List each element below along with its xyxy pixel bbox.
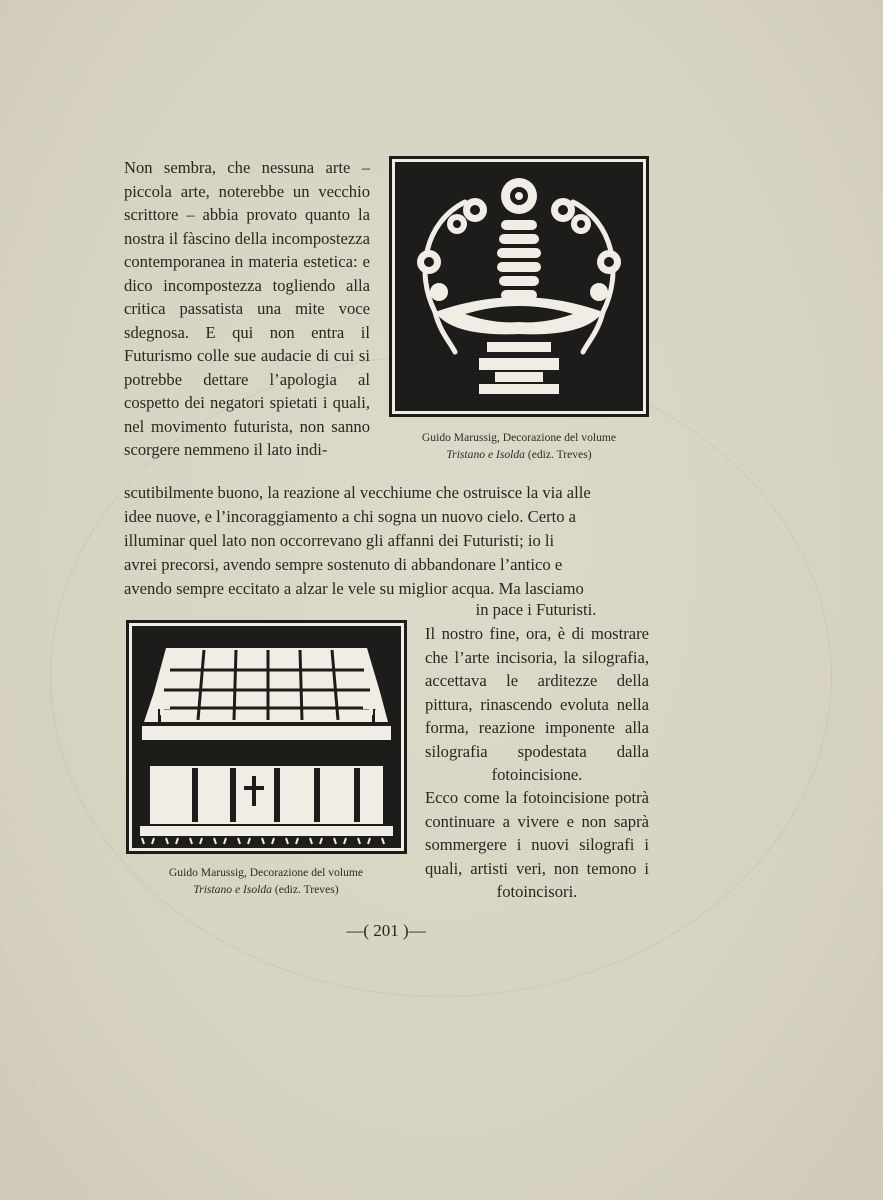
woodcut-casket xyxy=(126,620,407,854)
casket-illustration xyxy=(132,626,401,848)
caption-1-edition: (ediz. Treves) xyxy=(524,448,592,461)
woodcut-wreath xyxy=(389,156,649,417)
caption-1-line-2 xyxy=(389,446,649,463)
figure-caption-1 xyxy=(389,429,649,463)
caption-2-line-1: Guido Marussig, Decorazione del volume xyxy=(168,866,364,879)
paragraph-1-end: in pace i Futuristi. xyxy=(475,600,597,619)
paragraph-1-line-5: avendo sempre eccitato a alzar le vele su miglior acqua. Ma lasciamo xyxy=(124,579,584,598)
paragraph-2: Il nostro fine, ora, è di mostrare che l’arte incisoria, la silografia, accettava le arditezze della pittura, rinascendo evoluta nella forma, reazione imponente alla silografia spodestata dalla fotoincisione. xyxy=(425,624,649,784)
caption-2-title: Tristano e Isolda xyxy=(193,883,272,896)
caption-2-line-2 xyxy=(146,881,386,898)
paragraph-1-line-3: illuminar quel lato non occorrevano gli affanni dei Futuristi; io li xyxy=(124,531,555,550)
wreath-illustration xyxy=(395,162,643,411)
figure-caption-2 xyxy=(146,864,386,898)
paragraph-1: Non sembra, che nessuna arte – piccola arte, noterebbe un vecchio scrittore – abbia provato quanto la nostra il fàscino della incompostezza contemporanea in materia estetica: e dico incompostezza togliendo alla critica passatista una mite voce sdegnosa. E qui non entra il Futurismo colle sue audacie di cui si potrebbe dettare l’apologia al cospetto dei negatori spietati i quali, nel movimento futurista, non sanno scorgere nemmeno il lato indi- xyxy=(124,158,370,459)
caption-1-line-1: Guido Marussig, Decorazione del volume xyxy=(421,431,617,444)
page-number: —( 201 )— xyxy=(346,921,426,940)
caption-1-title: Tristano e Isolda xyxy=(446,448,525,461)
paragraph-1-line-1: scutibilmente buono, la reazione al vecchiume che ostruisce la via alle xyxy=(124,483,591,502)
paragraph-1-line-4: avrei precorsi, avendo sempre sostenuto di abbandonare l’antico e xyxy=(124,555,563,574)
paragraph-3: Ecco come la fotoincisione potrà continuare a vivere e non saprà sommergere i nuovi silografi i quali, artisti veri, non temono i fotoincisori. xyxy=(425,788,649,901)
caption-2-edition: (ediz. Treves) xyxy=(271,883,339,896)
paragraph-1-line-2: idee nuove, e l’incoraggiamento a chi sogna un nuovo cielo. Certo a xyxy=(124,507,577,526)
